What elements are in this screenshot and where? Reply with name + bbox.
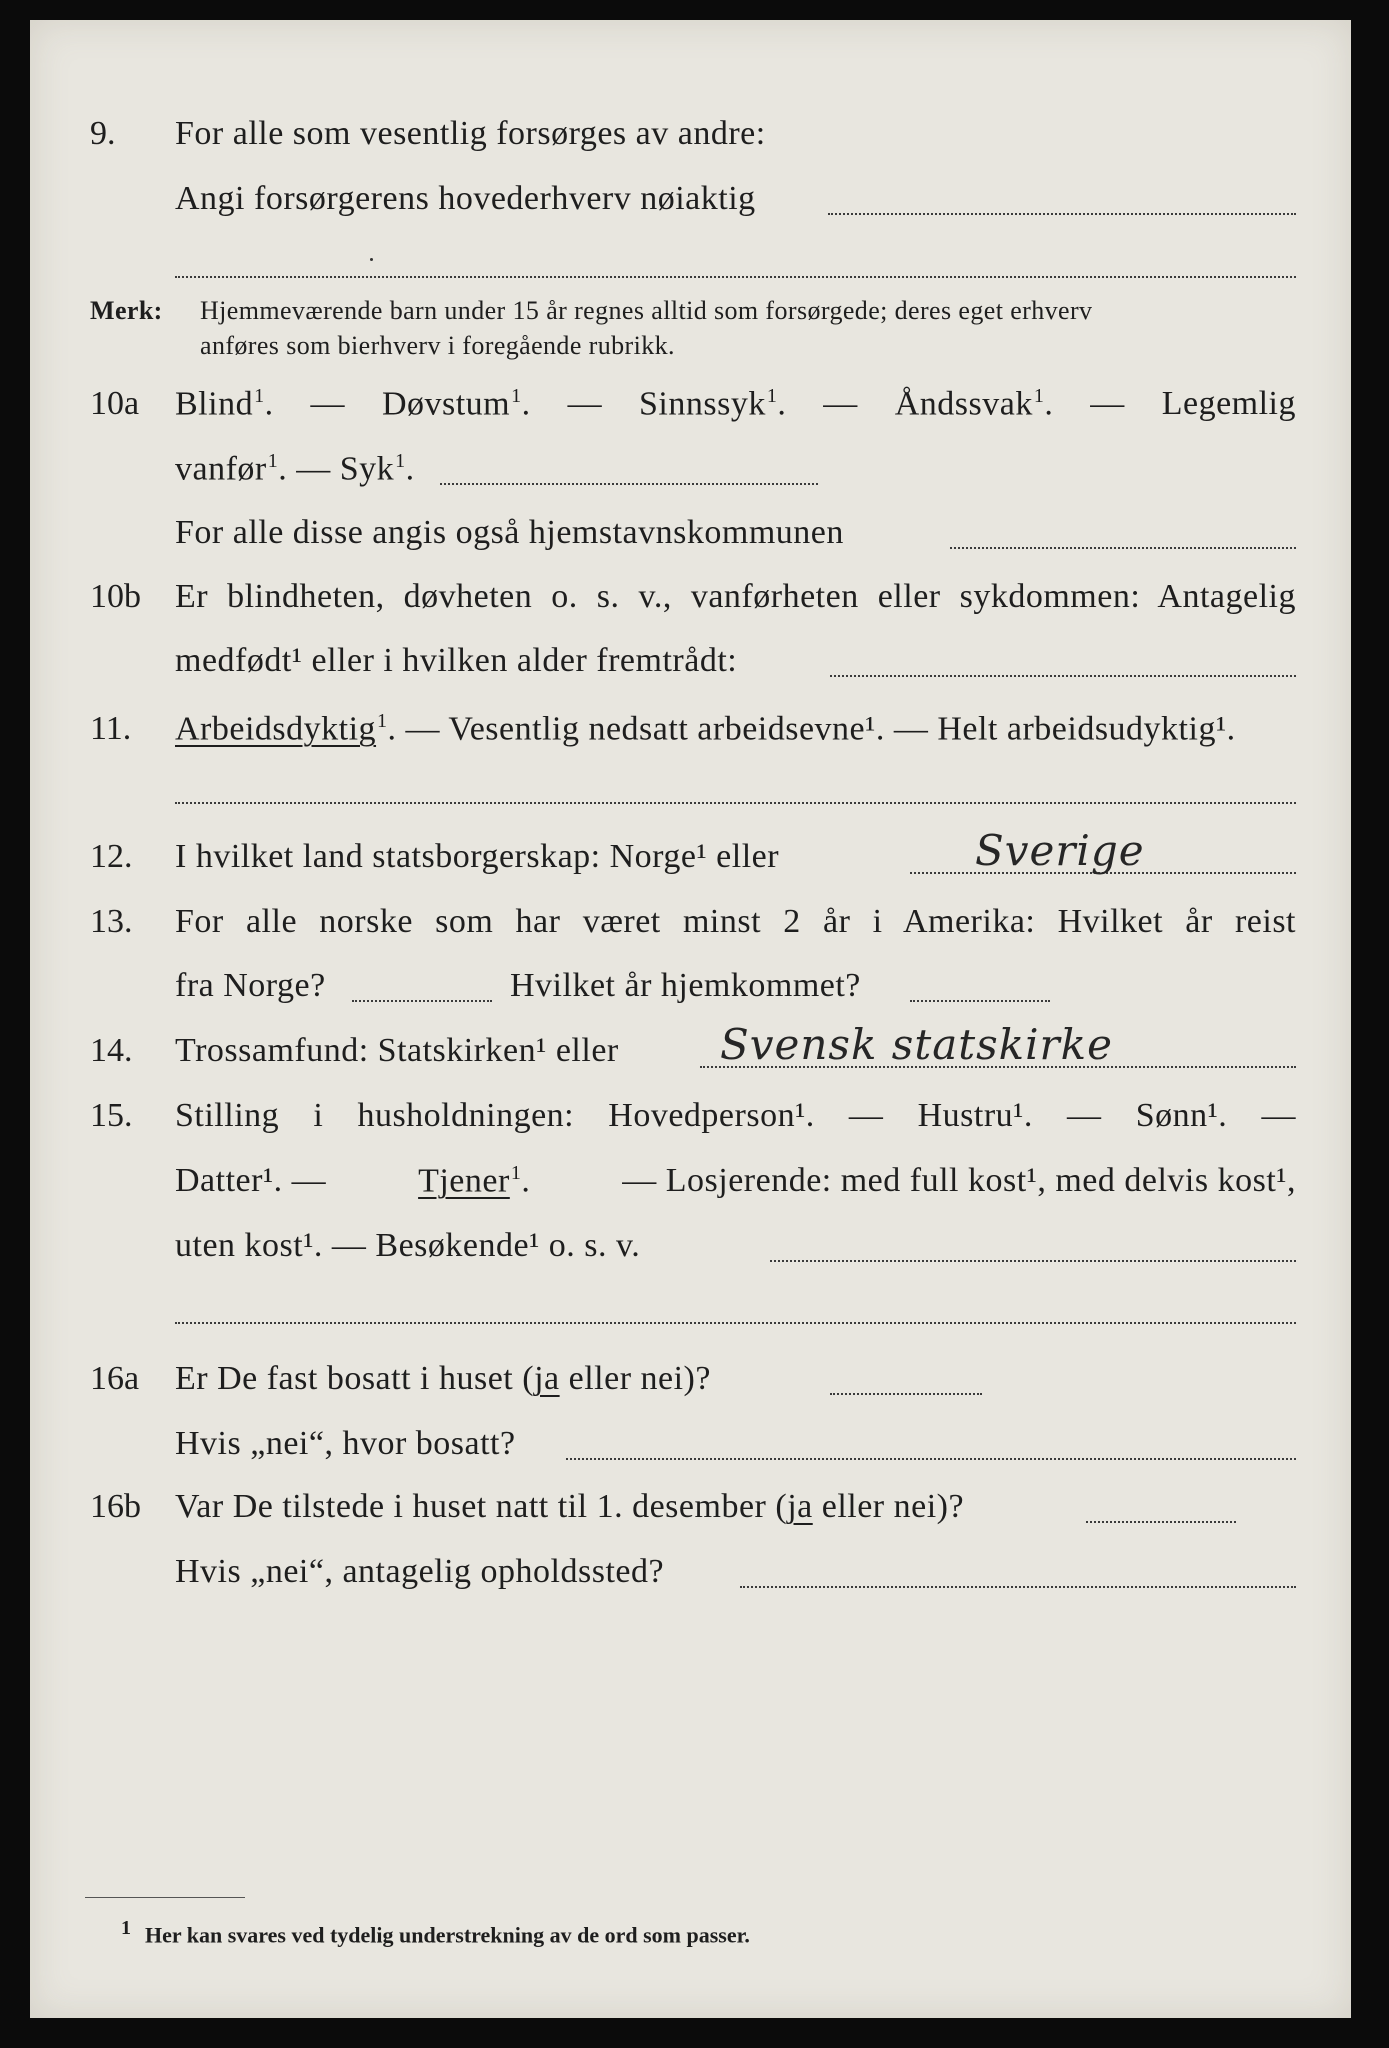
q13-line2b: Hvilket år hjemkommet?: [510, 967, 861, 1004]
footnote: [120, 1917, 750, 1948]
q13-answer-line-1: [352, 1000, 492, 1002]
dash: —: [823, 385, 858, 422]
q10b-number: 10b: [90, 578, 141, 615]
tjener-option: Tjener$^1$.: [418, 1162, 531, 1200]
q11-line: Arbeidsdyktig$^1$. — Vesentlig nedsatt arbeidsevne¹. — Helt arbeidsudyktig¹.: [175, 710, 1236, 748]
q16a-ja-underlined: ja: [534, 1360, 560, 1397]
q10a-answer-line: [440, 483, 818, 485]
q11-rest: — Vesentlig nedsatt arbeidsevne¹. — Helt arbeidsudyktig¹.: [405, 710, 1236, 748]
q9-answer-line: [828, 213, 1296, 215]
q16b-line1: [175, 1488, 964, 1526]
q16a-text-a: Er De fast bosatt i huset (: [175, 1360, 535, 1397]
q15-line3: uten kost¹. — Besøkende¹ o. s. v.: [175, 1227, 641, 1264]
tjener-underlined: Tjener: [418, 1162, 510, 1200]
option-legemlig: Legemlig: [1161, 385, 1296, 422]
q14-number: 14.: [90, 1032, 133, 1069]
q16a-line2: Hvis „nei“, hvor bosatt?: [175, 1425, 516, 1462]
q16b-number: 16b: [90, 1488, 141, 1525]
q12-number: 12.: [90, 838, 133, 875]
q16b-ja-underlined: ja: [787, 1488, 813, 1525]
merk-line1: Hjemmeværende barn under 15 år regnes alltid som forsørgede; deres eget erhverv: [200, 296, 1093, 325]
q15-answer-line: [770, 1260, 1296, 1262]
option-blind: Blind$^1$.: [175, 385, 274, 423]
q15-line2: [175, 1162, 1296, 1200]
arbeidsdyktig-underlined: Arbeidsdyktig: [175, 710, 377, 748]
q13-answer-line-2: [910, 1000, 1050, 1002]
q16b-text-a: Var De tilstede i huset natt til 1. desember (: [175, 1488, 788, 1525]
q16b-line2: Hvis „nei“, antagelig opholdssted?: [175, 1553, 665, 1590]
footnote-rule: [85, 1897, 245, 1898]
andssvak-label: Åndssvak: [894, 385, 1033, 423]
q9-answer-line-2: [175, 276, 1296, 278]
q13-number: 13.: [90, 903, 133, 940]
q9-line2: Angi forsørgerens hovederhverv nøiaktig: [175, 180, 756, 217]
q15-number: 15.: [90, 1097, 133, 1134]
datter-option: Datter¹. —: [175, 1162, 327, 1199]
q14-text: Trossamfund: Statskirken¹ eller: [175, 1032, 619, 1069]
q16a-answer-line: [830, 1393, 982, 1395]
q10b-line1: Er blindheten, døvheten o. s. v., vanførheten eller sykdommen: Antagelig: [175, 578, 1296, 615]
q10a-number: 10a: [90, 385, 140, 422]
q16b-answer-line: [1086, 1521, 1236, 1523]
dash: —: [310, 385, 346, 422]
sinnssyk-label: Sinnssyk: [639, 385, 766, 423]
q16a-line1: [175, 1360, 711, 1398]
dovstum-label: Døvstum: [381, 385, 511, 423]
census-form-page: [30, 20, 1351, 2018]
q12-text: I hvilket land statsborgerskap: Norge¹ eller: [175, 838, 780, 875]
q16a-answer-line-2: [566, 1458, 1296, 1460]
q11-number: 11.: [90, 710, 132, 747]
dash: —: [567, 385, 603, 422]
q16a-number: 16a: [90, 1360, 140, 1397]
q15-line1: Stilling i husholdningen: Hovedperson¹. — Hustru¹. — Sønn¹. —: [175, 1097, 1296, 1134]
q16a-text-b: eller nei)?: [559, 1360, 711, 1397]
footnote-mark: 1: [121, 1917, 131, 1939]
q12-handwritten-answer: Sverige: [975, 826, 1145, 875]
q16b-answer-line-2: [740, 1586, 1296, 1588]
q15-answer-line-2: [175, 1322, 1296, 1324]
syk-label: Syk: [339, 450, 395, 488]
dash: —: [1090, 385, 1125, 422]
q13-line2a: fra Norge?: [175, 967, 326, 1004]
q10a-answer-line-2: [950, 547, 1296, 549]
vanfor-label: vanfør: [175, 450, 267, 488]
merk-line2: anføres som bierhverv i foregående rubrikk.: [200, 331, 675, 360]
q10a-line3: For alle disse angis også hjemstavnskommunen: [175, 514, 844, 551]
q10b-answer-line: [830, 675, 1296, 677]
q16b-text-b: eller nei)?: [812, 1488, 965, 1525]
blind-label: Blind: [175, 385, 254, 423]
option-sinnssyk: Sinnssyk$^1$.: [639, 385, 787, 423]
option-dovstum: Døvstum$^1$.: [381, 385, 531, 423]
footnote-text: Her kan svares ved tydelig understrekning av de ord som passer.: [145, 1922, 750, 1948]
q10a-line2: vanfør$^1$. — Syk$^1$.: [175, 450, 415, 488]
q9-number: 9.: [90, 115, 116, 152]
q14-handwritten-answer: Svensk statskirke: [720, 1020, 1113, 1069]
q9-line1: For alle som vesentlig forsørges av andre:: [175, 115, 766, 152]
merk-label: Merk:: [90, 296, 163, 325]
option-andssvak: Åndssvak$^1$.: [894, 385, 1054, 423]
q15-line2-rest: — Losjerende: med full kost¹, med delvis kost¹,: [622, 1162, 1296, 1199]
q11-answer-line: [175, 802, 1296, 804]
q13-line1: For alle norske som har været minst 2 år i Amerika: Hvilket år reist: [175, 903, 1296, 940]
q10b-line2: medfødt¹ eller i hvilken alder fremtrådt:: [175, 642, 738, 679]
ink-dot: [370, 258, 373, 261]
q10a-line1: [175, 385, 1296, 423]
